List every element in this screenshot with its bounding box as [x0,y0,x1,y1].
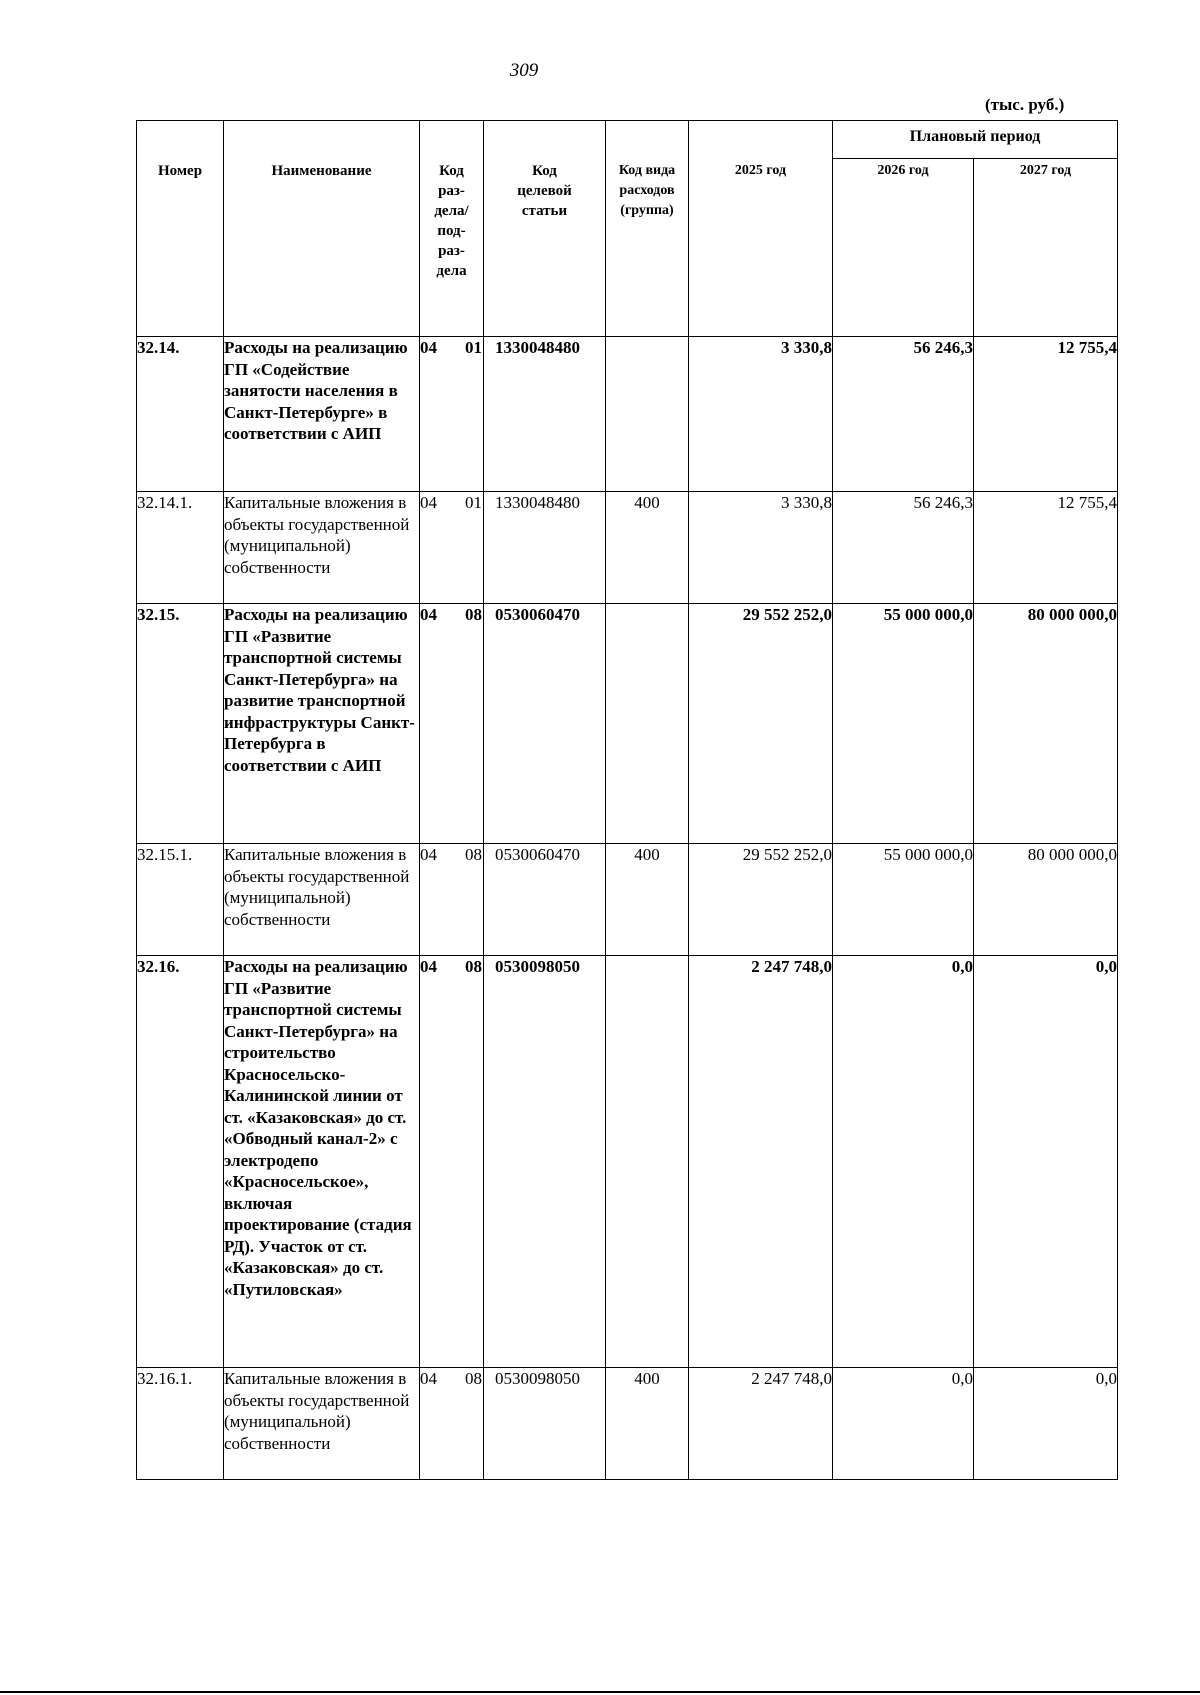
units-label: (тыс. руб.) [985,95,1065,114]
table-row: 32.15.1. Капитальные вложения в объекты государственной (муниципальной) собственности 04 08 0530060470 400 29 552 252,0 55 000 000,0 80 000 000,0 [137,844,1118,956]
table-row: 32.16.1. Капитальные вложения в объекты государственной (муниципальной) собственности 04 08 0530098050 400 2 247 748,0 0,0 0,0 [137,1368,1118,1480]
table-body [137,337,1118,1480]
scan-edge-line [0,1691,1200,1693]
header-name: Наименование [224,121,420,337]
table-row: 32.14.1. Капитальные вложения в объекты государственной (муниципальной) собственности 04 01 1330048480 400 3 330,8 56 246,3 12 755,4 [137,492,1118,604]
header-planned-period: Плановый период [833,121,1118,159]
header-2027: 2027 год [974,159,1118,337]
header-number: Номер [137,121,224,337]
page-number: 309 [509,60,539,81]
header-2026: 2026 год [833,159,974,337]
header-target: Код целевой статьи [484,121,606,337]
table-row: 32.15. Расходы на реализацию ГП «Развитие транспортной системы Санкт-Петербурга» на развитие транспортной инфраструктуры Санкт-Петербурга в соответствии с АИП 04 08 0530060470 29 552 252,0 55 000 000,0 80 000 000,0 [137,604,1118,844]
table-row: 32.14. Расходы на реализацию ГП «Содействие занятости населения в Санкт-Петербурге» в соответствии с АИП 04 01 1330048480 3 330,8 56 246,3 12 755,4 [137,337,1118,492]
table-header [137,121,1118,337]
table-row: 32.16. Расходы на реализацию ГП «Развитие транспортной системы Санкт-Петербурга» на строительство Красносельско-Калининской линии от ст. «Казаковская» до ст. «Обводный канал-2» с электродепо «Красносельское», включая проектирование (стадия РД). Участок от ст. «Казаковская» до ст. «Путиловская» 04 08 0530098050 2 247 748,0 0,0 0,0 [137,956,1118,1368]
header-expense-type: Код вида расходов (группа) [606,121,689,337]
header-2025: 2025 год [689,121,833,337]
budget-table [136,120,1118,1480]
header-section: Код раз- дела/ под- раз- дела [420,121,484,337]
